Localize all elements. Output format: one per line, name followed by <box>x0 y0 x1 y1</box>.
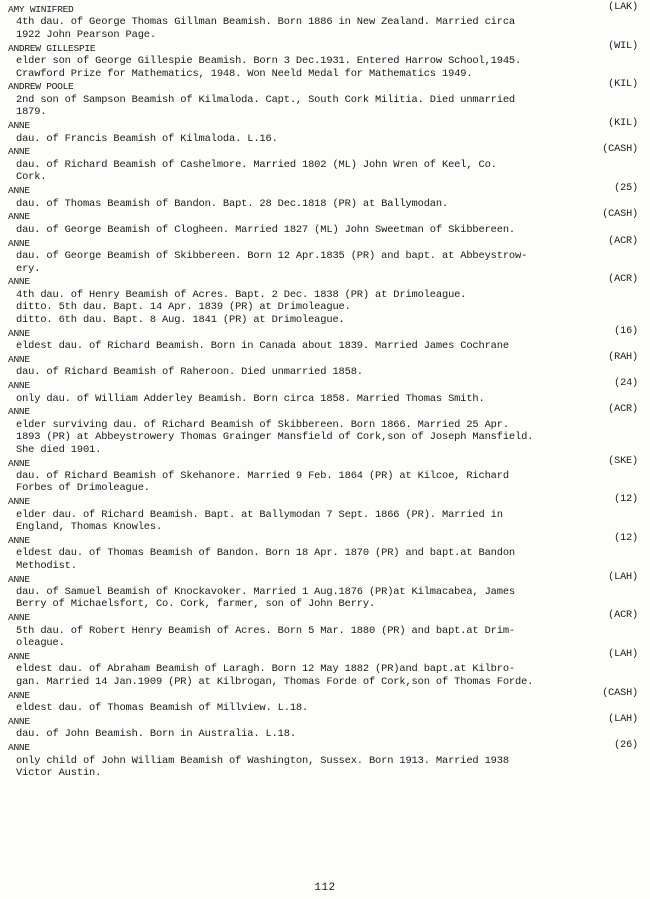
entry-name: ANNE <box>8 496 30 508</box>
genealogy-entry <box>8 380 638 405</box>
genealogy-entry <box>8 532 638 572</box>
genealogy-entry <box>8 351 638 379</box>
entry-reference-code: (CASH) <box>602 687 638 699</box>
entry-reference-code: (ACR) <box>608 610 638 622</box>
entry-text-line: 4th dau. of Henry Beamish of Acres. Bapt. 2 Dec. 1838 (PR) at Drimoleague. <box>16 288 467 301</box>
entry-text-line: ditto. 5th dau. Bapt. 14 Apr. 1839 (PR) at Drimoleague. <box>16 301 351 314</box>
genealogy-entry <box>8 40 638 80</box>
entry-name: ANNE <box>8 457 30 469</box>
entry-heading <box>8 496 638 508</box>
entry-reference-code: (RAH) <box>608 351 638 363</box>
genealogy-entry <box>8 406 638 456</box>
entry-text-line: She died 1901. <box>16 443 102 456</box>
entry-reference-code: (LAH) <box>608 571 638 583</box>
genealogy-entry <box>8 235 638 275</box>
genealogy-entry <box>8 687 638 715</box>
entry-text-line: 5th dau. of Robert Henry Beamish of Acres. Born 5 Mar. 1880 (PR) and bapt.at Drim- <box>16 624 516 637</box>
entry-heading <box>8 185 638 197</box>
entry-name: AMY WINIFRED <box>8 4 74 15</box>
entry-name: ANNE <box>8 742 30 754</box>
entry-heading <box>8 380 638 392</box>
entry-text-line: 1922 John Pearson Page. <box>16 28 156 41</box>
entry-text-line: dau. of John Beamish. Born in Australia. L.18. <box>16 728 296 741</box>
entry-heading <box>8 40 638 55</box>
genealogy-entry <box>8 571 638 611</box>
entry-heading <box>8 687 638 702</box>
entry-text-line: Crawford Prize for Mathematics, 1948. Won Neeld Medal for Mathematics 1949. <box>16 67 473 80</box>
entry-text-line: eldest dau. of Thomas Beamish of Bandon. Born 18 Apr. 1870 (PR) and bapt.at Bandon <box>16 547 516 560</box>
genealogy-entry <box>8 4 638 41</box>
entry-heading <box>8 532 638 547</box>
entry-reference-code: (CASH) <box>602 144 638 156</box>
entry-heading <box>8 742 638 754</box>
entry-name: ANDREW GILLESPIE <box>8 42 96 54</box>
entry-name: ANNE <box>8 120 30 132</box>
entry-text-line: Berry of Michaelsfort, Co. Cork, farmer, son of John Berry. <box>16 598 376 611</box>
genealogy-entry <box>8 211 638 236</box>
entry-name: ANNE <box>8 353 30 365</box>
entry-text-line: only child of John William Beamish of Washington, Sussex. Born 1913. Married 1938 <box>16 754 509 767</box>
entry-reference-code: (ACR) <box>608 274 638 286</box>
entry-heading <box>8 325 638 340</box>
entry-text-line: 4th dau. of George Thomas Gillman Beamish. Born 1886 in New Zealand. Married circa <box>16 16 516 29</box>
entry-name: ANNE <box>8 146 30 158</box>
entry-text-line: eldest dau. of Thomas Beamish of Millview. L.18. <box>16 702 309 715</box>
entry-reference-code: (KIL) <box>608 118 638 130</box>
entry-text-line: ditto. 6th dau. Bapt. 8 Aug. 1841 (PR) at Drimoleague. <box>16 313 345 326</box>
entry-heading <box>8 4 638 16</box>
entry-text-line: Forbes of Drimoleague. <box>16 482 150 495</box>
entry-reference-code: (25) <box>614 183 638 195</box>
entry-name: ANNE <box>8 380 30 392</box>
entry-text-line: elder surviving dau. of Richard Beamish of Skibbereen. Born 1866. Married 25 Apr. <box>16 418 509 431</box>
entry-text-line: 1879. <box>16 106 47 119</box>
entry-heading <box>8 276 638 288</box>
entry-name: ANDREW POOLE <box>8 81 74 93</box>
entry-text-line: 2nd son of Sampson Beamish of Kilmaloda. Capt., South Cork Militia. Died unmarried <box>16 93 516 106</box>
entry-text-line: ery. <box>16 262 41 275</box>
entry-heading <box>8 120 638 132</box>
genealogy-entry <box>8 742 638 779</box>
entry-reference-code: (KIL) <box>608 79 638 91</box>
entry-text-line: Methodist. <box>16 559 77 572</box>
entry-text-line: only dau. of William Adderley Beamish. Born circa 1858. Married Thomas Smith. <box>16 392 485 405</box>
entry-reference-code: (12) <box>614 532 638 544</box>
genealogy-entry <box>8 651 638 688</box>
entry-heading <box>8 351 638 366</box>
entry-text-line: eldest dau. of Richard Beamish. Born in Canada about 1839. Married James Cochrane <box>16 339 509 352</box>
entry-heading <box>8 455 638 470</box>
entry-text-line: gan. Married 14 Jan.1909 (PR) at Kilbrogan, Thomas Forde of Cork,son of Thomas Forde. <box>16 675 534 688</box>
entry-name: ANNE <box>8 327 30 339</box>
entry-text-line: dau. of Richard Beamish of Cashelmore. Married 1802 (ML) John Wren of Keel, Co. <box>16 158 497 171</box>
entry-heading <box>8 651 638 663</box>
entry-heading <box>8 81 638 93</box>
entry-reference-code: (CASH) <box>602 209 638 221</box>
genealogy-entry <box>8 325 638 353</box>
entry-heading <box>8 571 638 586</box>
genealogy-entry <box>8 276 638 326</box>
entry-heading <box>8 211 638 223</box>
entry-heading <box>8 406 638 418</box>
entry-text-line: Victor Austin. <box>16 767 102 780</box>
entry-name: ANNE <box>8 185 30 197</box>
entry-reference-code: (ACR) <box>608 235 638 247</box>
entry-text-line: oleague. <box>16 637 65 650</box>
entry-list <box>8 4 638 780</box>
entry-reference-code: (WIL) <box>608 40 638 52</box>
entry-heading <box>8 146 638 158</box>
genealogy-entry <box>8 612 638 649</box>
entry-heading <box>8 235 638 250</box>
entry-name: ANNE <box>8 211 30 223</box>
entry-reference-code: (LAK) <box>608 2 638 13</box>
entry-text-line: elder dau. of Richard Beamish. Bapt. at Ballymodan 7 Sept. 1866 (PR). Married in <box>16 508 503 521</box>
entry-name: ANNE <box>8 573 30 585</box>
entry-name: ANNE <box>8 406 30 418</box>
genealogy-entry <box>8 81 638 118</box>
entry-heading <box>8 716 638 728</box>
genealogy-entry <box>8 455 638 495</box>
entry-text-line: dau. of George Beamish of Skibbereen. Born 12 Apr.1835 (PR) and bapt. at Abbeystrow- <box>16 250 528 263</box>
entry-name: ANNE <box>8 612 30 624</box>
entry-text-line: dau. of George Beamish of Clogheen. Married 1827 (ML) John Sweetman of Skibbereen. <box>16 223 516 236</box>
genealogy-entry <box>8 146 638 183</box>
entry-text-line: dau. of Francis Beamish of Kilmaloda. L.16. <box>16 132 278 145</box>
entry-text-line: dau. of Samuel Beamish of Knockavoker. Married 1 Aug.1876 (PR)at Kilmacabea, James <box>16 586 516 599</box>
entry-reference-code: (SKE) <box>608 455 638 467</box>
entry-text-line: dau. of Richard Beamish of Skehanore. Married 9 Feb. 1864 (PR) at Kilcoe, Richard <box>16 469 509 482</box>
entry-text-line: 1893 (PR) at Abbeystrowery Thomas Grainger Mansfield of Cork,son of Joseph Mansfield. <box>16 431 534 444</box>
entry-reference-code: (LAH) <box>608 649 638 661</box>
entry-name: ANNE <box>8 276 30 288</box>
entry-text-line: England, Thomas Knowles. <box>16 521 163 534</box>
entry-text-line: Cork. <box>16 171 47 184</box>
entry-text-line: eldest dau. of Abraham Beamish of Laragh. Born 12 May 1882 (PR)and bapt.at Kilbro- <box>16 663 516 676</box>
page-number: 112 <box>314 882 336 894</box>
entry-heading <box>8 612 638 624</box>
entry-name: ANNE <box>8 651 30 663</box>
entry-reference-code: (LAH) <box>608 714 638 726</box>
entry-text-line: dau. of Richard Beamish of Raheroon. Died unmarried 1858. <box>16 366 363 379</box>
entry-name: ANNE <box>8 689 30 701</box>
entry-name: ANNE <box>8 237 30 249</box>
genealogy-entry <box>8 120 638 145</box>
entry-text-line: elder son of George Gillespie Beamish. Born 3 Dec.1931. Entered Harrow School,1945. <box>16 55 522 68</box>
genealogy-entry <box>8 716 638 741</box>
entry-name: ANNE <box>8 534 30 546</box>
entry-reference-code: (26) <box>614 740 638 752</box>
genealogy-entry <box>8 496 638 533</box>
entry-reference-code: (24) <box>614 378 638 390</box>
entry-text-line: dau. of Thomas Beamish of Bandon. Bapt. 28 Dec.1818 (PR) at Ballymodan. <box>16 197 449 210</box>
entry-reference-code: (16) <box>614 325 638 337</box>
entry-name: ANNE <box>8 716 30 728</box>
entry-reference-code: (ACR) <box>608 404 638 416</box>
genealogy-entry <box>8 185 638 210</box>
entry-reference-code: (12) <box>614 494 638 506</box>
